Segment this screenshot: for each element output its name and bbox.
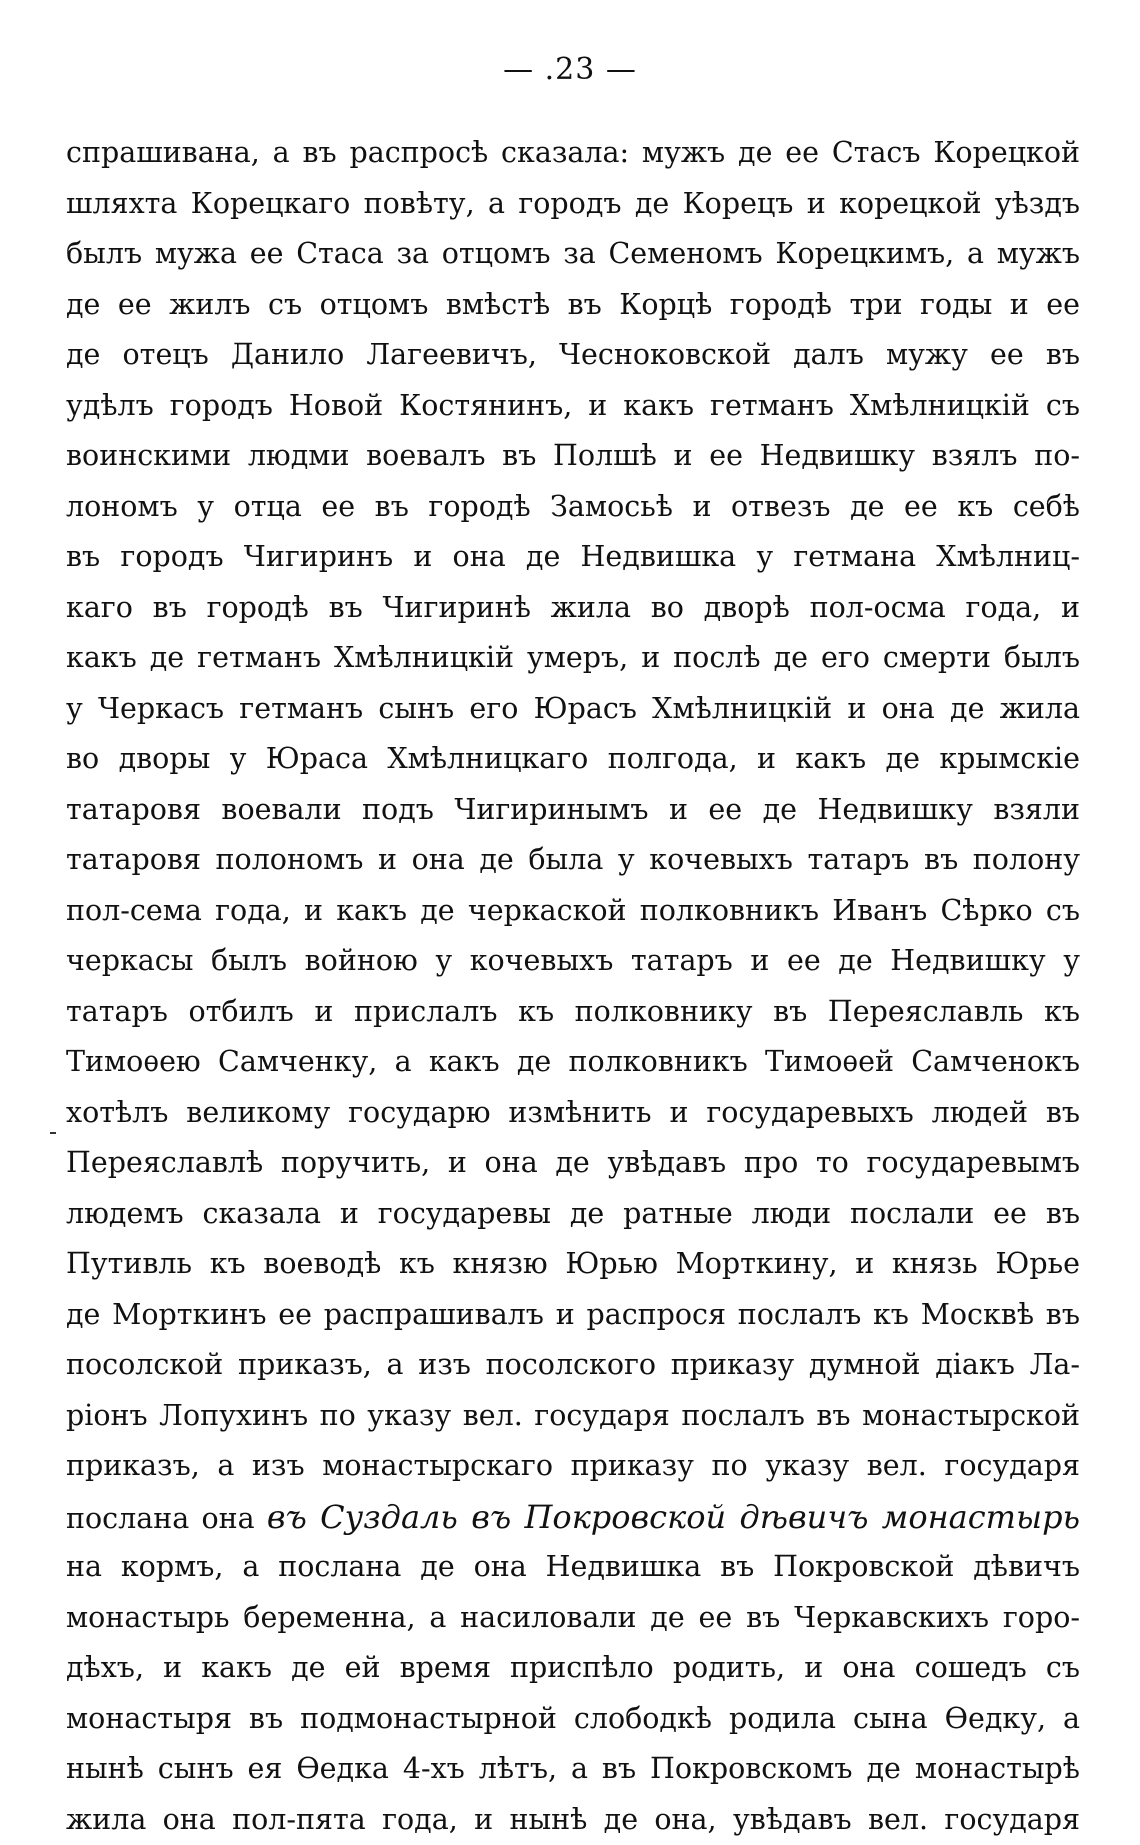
text-line: черкасы былъ войною у кочевыхъ татаръ и ее де Недвишку у [66,936,1080,987]
text-line: Путивль къ воеводѣ къ князю Юрью Морткину, и князь Юрье [66,1239,1080,1290]
margin-mark [50,1132,56,1134]
text-line: воинскими людми воевалъ въ Полшѣ и ее Недвишку взялъ по- [66,431,1080,482]
italic-line-prefix: послана она [66,1502,267,1535]
text-line: удѣлъ городъ Новой Костянинъ, и какъ гетманъ Хмѣлницкій съ [66,381,1080,432]
text-line: Тимоѳею Самченку, а какъ де полковникъ Тимоѳей Самченокъ [66,1037,1080,1088]
text-line: пол-сема года, и какъ де черкаской полковникъ Иванъ Сѣрко съ [66,886,1080,937]
text-line: монастыря въ подмонастырной слободкѣ родила сына Ѳедку, а [66,1694,1080,1745]
text-line: шляхта Корецкаго повѣту, а городъ де Корецъ и корецкой уѣздъ [66,179,1080,230]
text-line: посолской приказъ, а изъ посолского приказу думной діакъ Ла- [66,1340,1080,1391]
text-line: жила она пол-пята года, и нынѣ де она, увѣдавъ вел. государя [66,1795,1080,1845]
body-text [66,128,1080,1845]
text-line: ріонъ Лопухинъ по указу вел. государя послалъ въ монастырской [66,1391,1080,1442]
text-line: во дворы у Юраса Хмѣлницкаго полгода, и какъ де крымскіе [66,734,1080,785]
text-line: монастырь беременна, а насиловали де ее въ Черкавскихъ горо- [66,1593,1080,1644]
text-line: приказъ, а изъ монастырскаго приказу по указу вел. государя [66,1441,1080,1492]
text-line: татаровя воевали подъ Чигиринымъ и ее де Недвишку взяли [66,785,1080,836]
text-line-italic [66,1492,1080,1543]
text-line: хотѣлъ великому государю измѣнить и государевыхъ людей въ [66,1088,1080,1139]
text-line: дѣхъ, и какъ де ей время приспѣло родить, и она сошедъ съ [66,1643,1080,1694]
text-line: де ее жилъ съ отцомъ вмѣстѣ въ Корцѣ городѣ три годы и ее [66,280,1080,331]
text-line: нынѣ сынъ ея Ѳедка 4-хъ лѣтъ, а въ Покровскомъ де монастырѣ [66,1744,1080,1795]
text-line: спрашивана, а въ распросѣ сказала: мужъ де ее Стасъ Корецкой [66,128,1080,179]
text-line: татаровя полономъ и она де была у кочевыхъ татаръ въ полону [66,835,1080,886]
italic-phrase: въ Суздаль въ Покровской дѣвичъ монастырь [267,1498,1080,1536]
text-line: татаръ отбилъ и прислалъ къ полковнику въ Переяславль къ [66,987,1080,1038]
text-line: въ городъ Чигиринъ и она де Недвишка у гетмана Хмѣлниц- [66,532,1080,583]
text-line: каго въ городѣ въ Чигиринѣ жила во дворѣ пол-осма года, и [66,583,1080,634]
text-line: де Морткинъ ее распрашивалъ и распрося послалъ къ Москвѣ въ [66,1290,1080,1341]
page-number: — .23 — [0,52,1140,87]
text-line: Переяславлѣ поручить, и она де увѣдавъ про то государевымъ [66,1138,1080,1189]
text-line: какъ де гетманъ Хмѣлницкій умеръ, и послѣ де его смерти былъ [66,633,1080,684]
text-line: людемъ сказала и государевы де ратные люди послали ее въ [66,1189,1080,1240]
text-line: де отецъ Данило Лагеевичъ, Чесноковской далъ мужу ее въ [66,330,1080,381]
text-line: лономъ у отца ее въ городѣ Замосьѣ и отвезъ де ее къ себѣ [66,482,1080,533]
text-line: у Черкасъ гетманъ сынъ его Юрасъ Хмѣлницкій и она де жила [66,684,1080,735]
text-line: былъ мужа ее Стаса за отцомъ за Семеномъ Корецкимъ, а мужъ [66,229,1080,280]
text-line: на кормъ, а послана де она Недвишка въ Покровской дѣвичъ [66,1542,1080,1593]
